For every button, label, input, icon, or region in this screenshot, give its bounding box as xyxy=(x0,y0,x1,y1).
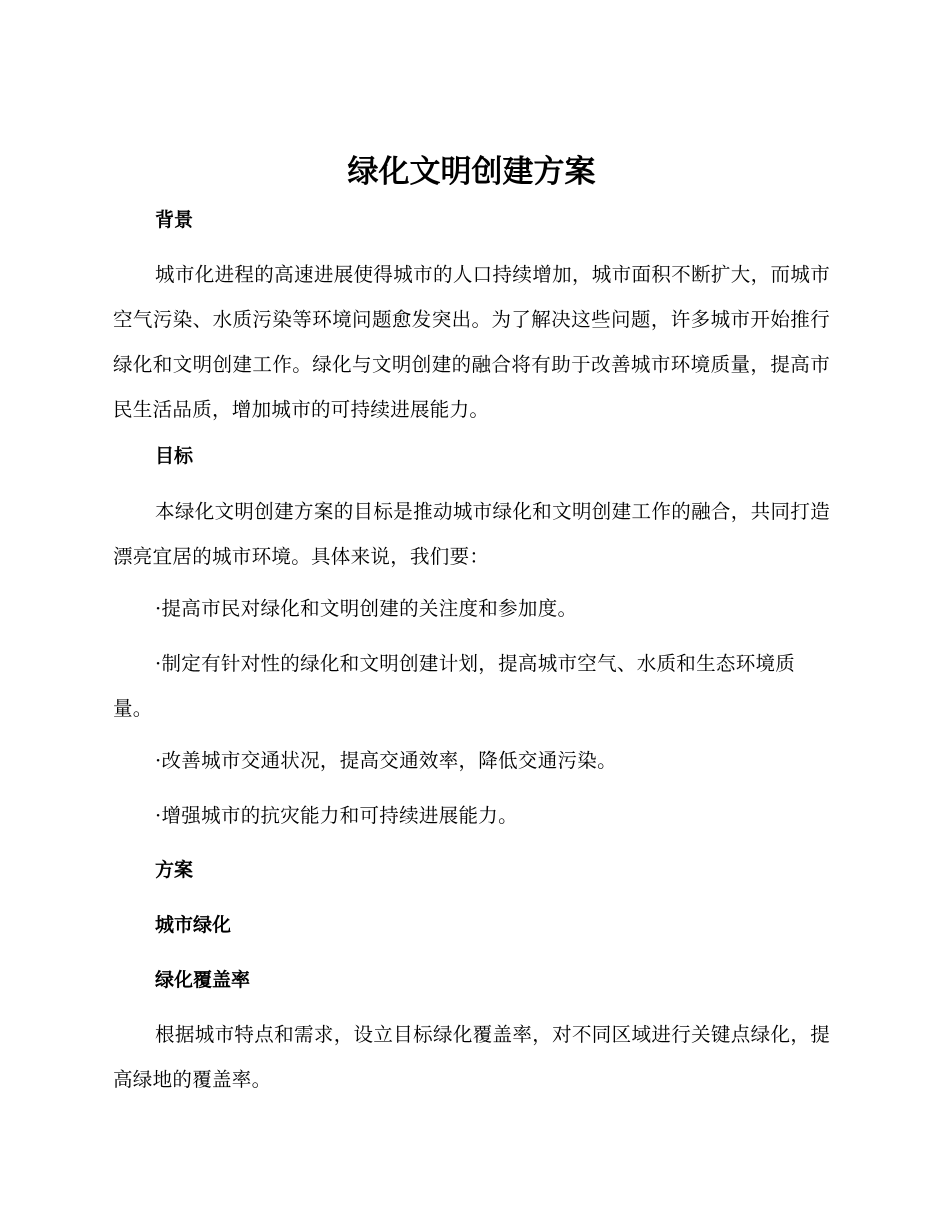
section-heading-background: 背景 xyxy=(155,209,194,231)
section-heading-goals: 目标 xyxy=(155,445,194,467)
bullet-marker: · xyxy=(155,749,162,772)
subheading-urban-greening: 城市绿化 xyxy=(155,914,232,936)
bullet-marker: · xyxy=(155,652,162,675)
goal-list-item-text: 制定有针对性的绿化和文明创建计划，提高城市空气、水质和生态环境质量。 xyxy=(113,652,796,720)
background-paragraph: 城市化进程的高速进展使得城市的人口持续增加，城市面积不断扩大，而城市空气污染、水质污染等环境问题愈发突出。为了解决这些问题，许多城市开始推行绿化和文明创建工作。绿化与文明创建的融合将有助于改善城市环境质量，提高市民生活品质，增加城市的可持续进展能力。 xyxy=(113,263,830,421)
document-title: 绿化文明创建方案 xyxy=(347,154,596,190)
bullet-marker: · xyxy=(155,804,162,827)
bullet-marker: · xyxy=(155,597,162,620)
green-coverage-paragraph: 根据城市特点和需求，设立目标绿化覆盖率，对不同区域进行关键点绿化，提高绿地的覆盖率。 xyxy=(113,1023,830,1091)
goals-paragraph: 本绿化文明创建方案的目标是推动城市绿化和文明创建工作的融合，共同打造漂亮宜居的城市环境。具体来说，我们要： xyxy=(113,500,830,568)
goal-list-item-text: 增强城市的抗灾能力和可持续进展能力。 xyxy=(161,804,518,827)
goal-list-item xyxy=(113,738,830,783)
goal-list-item xyxy=(113,793,830,838)
section-heading-plan: 方案 xyxy=(155,859,194,881)
goal-list-item xyxy=(113,641,830,731)
goal-list-item xyxy=(113,586,830,631)
goal-list-item-text: 改善城市交通状况，提高交通效率，降低交通污染。 xyxy=(161,749,617,772)
goal-list-item-text: 提高市民对绿化和文明创建的关注度和参加度。 xyxy=(161,597,578,620)
subheading-green-coverage: 绿化覆盖率 xyxy=(155,969,251,991)
